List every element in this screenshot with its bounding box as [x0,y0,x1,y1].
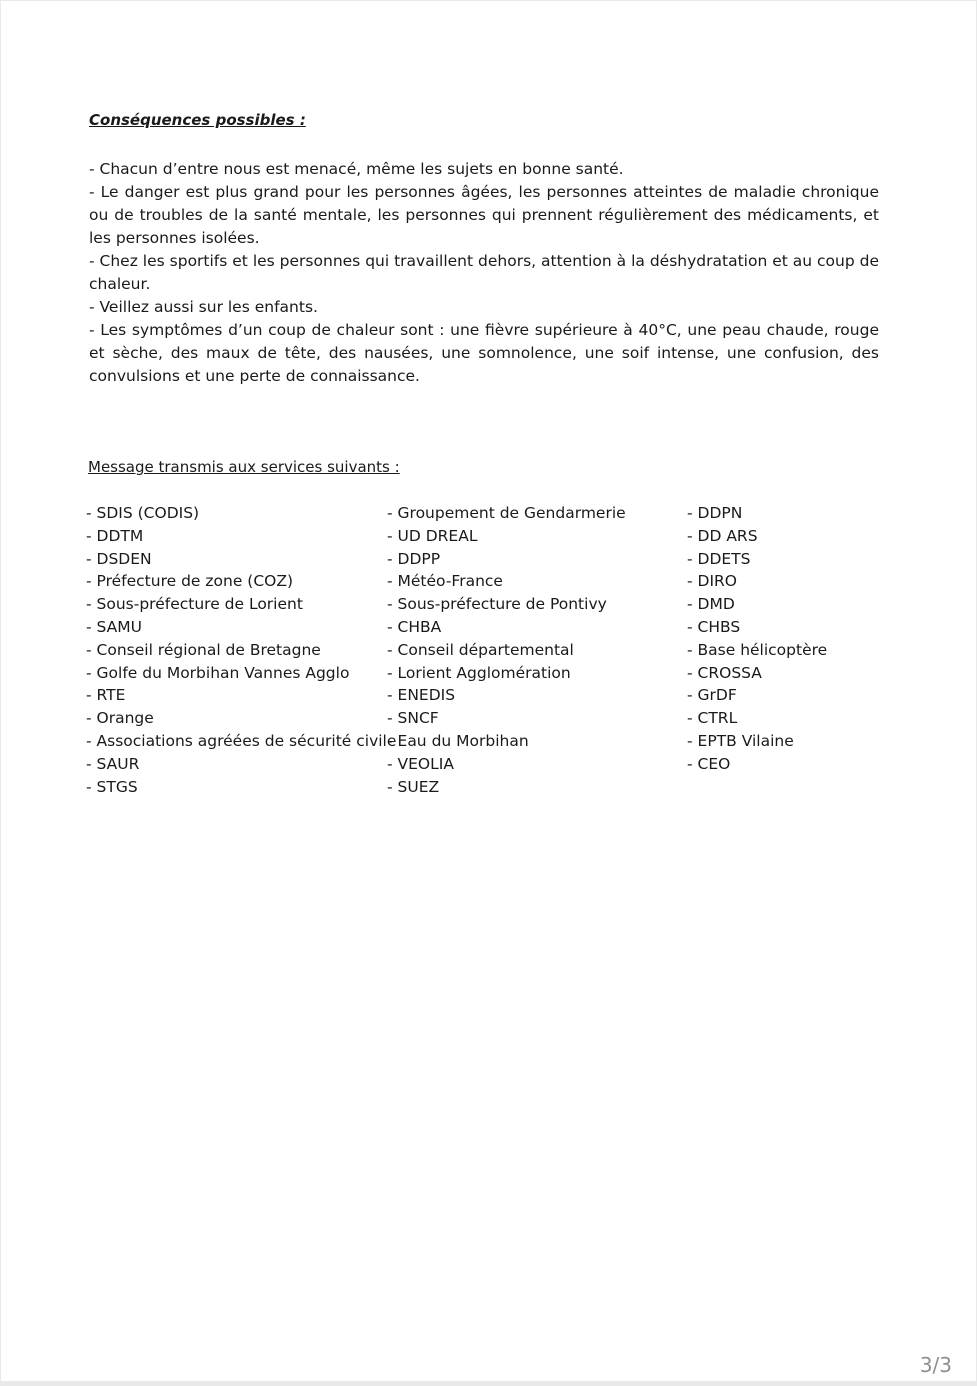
services-column-3 [687,502,827,776]
consequences-title: Conséquences possibles : [89,111,306,129]
service-item: - Sous-préfecture de Pontivy [387,595,607,614]
service-item: - Associations agréées de sécurité civile [86,731,397,750]
service-item: - VEOLIA [387,754,454,773]
service-item: - Orange [86,709,154,728]
services-column-1 [86,502,396,798]
service-item: - Conseil départemental [387,640,574,659]
service-item: - Golfe du Morbihan Vannes Agglo [86,663,350,682]
service-item: - Météo-France [387,572,503,591]
service-item: - CROSSA [687,663,762,682]
service-item: - RTE [86,686,126,705]
consequence-line: - Veillez aussi sur les enfants. [89,298,318,316]
service-item: - Conseil régional de Bretagne [86,640,321,659]
service-item: - DDTM [86,526,144,545]
service-item: - Groupement de Gendarmerie [387,504,626,522]
service-item: - STGS [86,777,138,796]
service-item: - CEO [687,754,731,773]
service-item: - Lorient Agglomération [387,663,571,682]
page-number: 3/3 [919,1353,952,1377]
services-title: Message transmis aux services suivants : [88,458,400,476]
service-item: - UD DREAL [387,526,478,545]
service-item: - Sous-préfecture de Lorient [86,595,303,614]
service-item: - CHBS [687,617,741,636]
service-item: - Base hélicoptère [687,640,828,659]
service-item: - SAUR [86,754,140,773]
service-item: - GrDF [687,686,737,705]
service-item: - SAMU [86,617,142,636]
consequence-line: - Le danger est plus grand pour les personnes âgées, les personnes atteintes de maladie chronique ou de troubles de la santé mentale, les personnes qui prennent régulièrement des médicaments, et les personnes isolées. [89,183,879,247]
service-item: - DDPN [687,504,743,522]
consequences-list [89,158,879,388]
service-item: - CHBA [387,617,442,636]
consequence-line: - Chacun d’entre nous est menacé, même les sujets en bonne santé. [89,160,624,178]
service-item: - SNCF [387,709,439,728]
service-item: - Préfecture de zone (COZ) [86,572,294,591]
document-page [1,1,976,1381]
service-item: - DD ARS [687,526,758,545]
service-item: - ENEDIS [387,686,456,705]
service-item: - DSDEN [86,549,152,568]
consequence-line: - Chez les sportifs et les personnes qui travaillent dehors, attention à la déshydratation et au coup de chaleur. [89,252,879,293]
service-item: - DDPP [387,549,441,568]
service-item: - SUEZ [387,777,440,796]
service-item: - DIRO [687,572,737,591]
service-item: - DMD [687,595,735,614]
service-item: - Eau du Morbihan [387,731,529,750]
service-item: - DDETS [687,549,751,568]
consequence-line: - Les symptômes d’un coup de chaleur sont : une fièvre supérieure à 40°C, une peau chaude, rouge et sèche, des maux de tête, des nausées, une somnolence, une soif intense, une confusion, des convulsions et une perte de connaissance. [89,321,879,385]
service-item: - EPTB Vilaine [687,731,794,750]
service-item: - SDIS (CODIS) [86,504,200,522]
page-content [86,109,879,796]
services-column-2 [387,502,626,798]
service-item: - CTRL [687,709,738,728]
